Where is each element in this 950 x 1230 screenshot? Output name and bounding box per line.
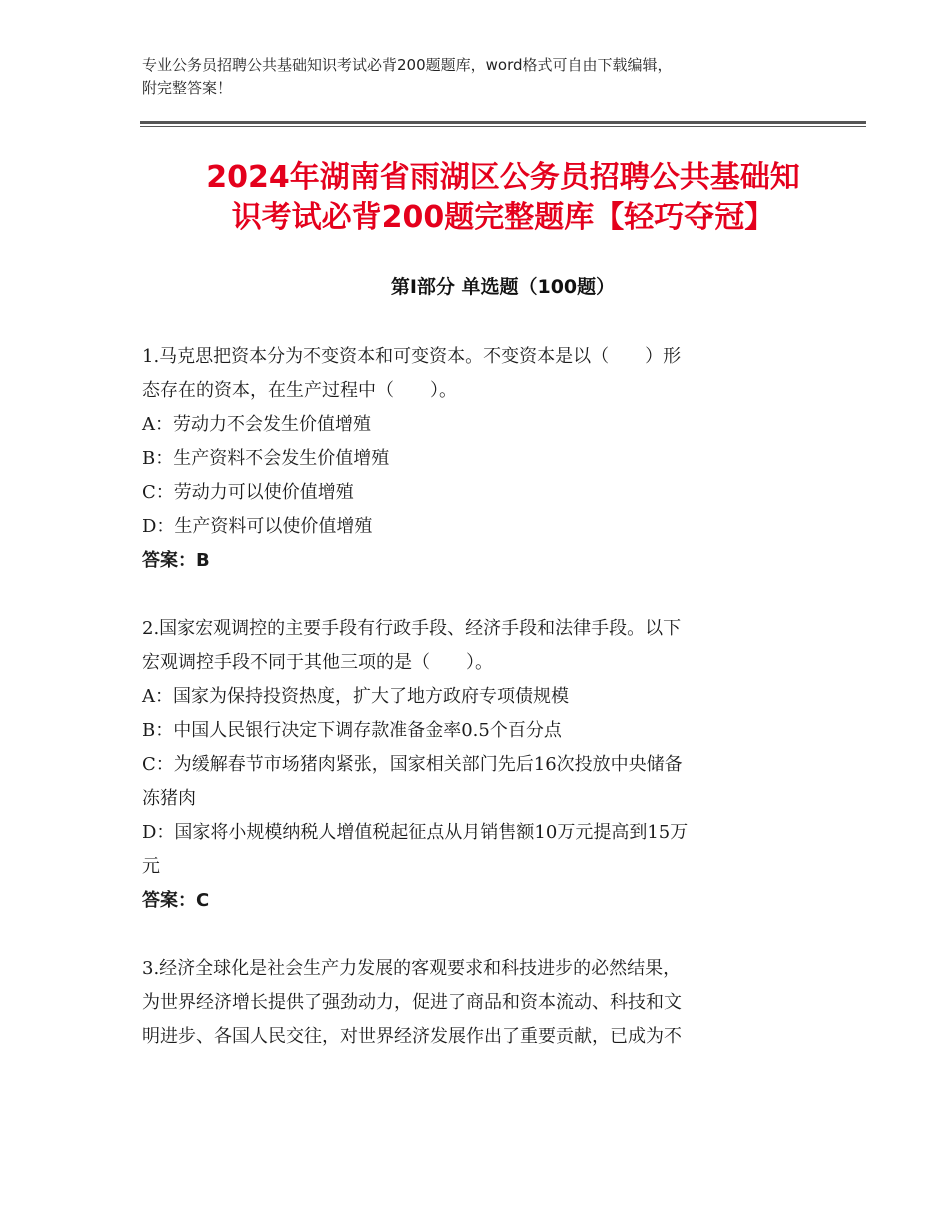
answer-option: 冻猪肉 <box>142 788 196 809</box>
answer-option: C：劳动力可以使价值增殖 <box>142 482 354 503</box>
document-title <box>140 158 866 238</box>
answer-key: 答案：B <box>142 550 210 571</box>
question-stem-line: 宏观调控手段不同于其他三项的是（ ）。 <box>142 652 493 673</box>
question-item <box>142 612 802 918</box>
answer-option: A：国家为保持投资热度，扩大了地方政府专项债规模 <box>142 686 569 707</box>
answer-option: D：生产资料可以使价值增殖 <box>142 516 373 537</box>
answer-option: C：为缓解春节市场猪肉紧张，国家相关部门先后16次投放中央储备 <box>142 754 683 775</box>
document-notice <box>142 54 822 100</box>
header-rule-thick <box>140 121 866 124</box>
answer-option: A：劳动力不会发生价值增殖 <box>142 414 371 435</box>
question-stem-line: 1.马克思把资本分为不变资本和可变资本。不变资本是以（ ）形 <box>142 346 682 367</box>
answer-option: D：国家将小规模纳税人增值税起征点从月销售额10万元提高到15万 <box>142 822 689 843</box>
question-stem-line: 2.国家宏观调控的主要手段有行政手段、经济手段和法律手段。以下 <box>142 618 682 639</box>
question-item <box>142 952 802 1054</box>
header-rule-thin <box>140 126 866 127</box>
question-stem-line: 3.经济全球化是社会生产力发展的客观要求和科技进步的必然结果， <box>142 958 682 979</box>
answer-option: 元 <box>142 856 160 877</box>
answer-option: B：中国人民银行决定下调存款准备金率0.5个百分点 <box>142 720 562 741</box>
notice-line: 附完整答案！ <box>142 79 233 97</box>
answer-key: 答案：C <box>142 890 210 911</box>
answer-option: B：生产资料不会发生价值增殖 <box>142 448 390 469</box>
notice-line: 专业公务员招聘公共基础知识考试必背200题题库，word格式可自由下载编辑， <box>142 56 673 74</box>
title-line: 识考试必背200题完整题库【轻巧夺冠】 <box>231 200 775 235</box>
question-stem-line: 明进步、各国人民交往，对世界经济发展作出了重要贡献，已成为不 <box>142 1026 682 1047</box>
question-stem-line: 态存在的资本，在生产过程中（ ）。 <box>142 380 457 401</box>
section-title: 第Ⅰ部分 单选题（100题） <box>390 276 616 298</box>
question-stem-line: 为世界经济增长提供了强劲动力，促进了商品和资本流动、科技和文 <box>142 992 682 1013</box>
title-line: 2024年湖南省雨湖区公务员招聘公共基础知 <box>206 160 800 195</box>
question-item <box>142 340 802 578</box>
question-list <box>142 340 802 1088</box>
